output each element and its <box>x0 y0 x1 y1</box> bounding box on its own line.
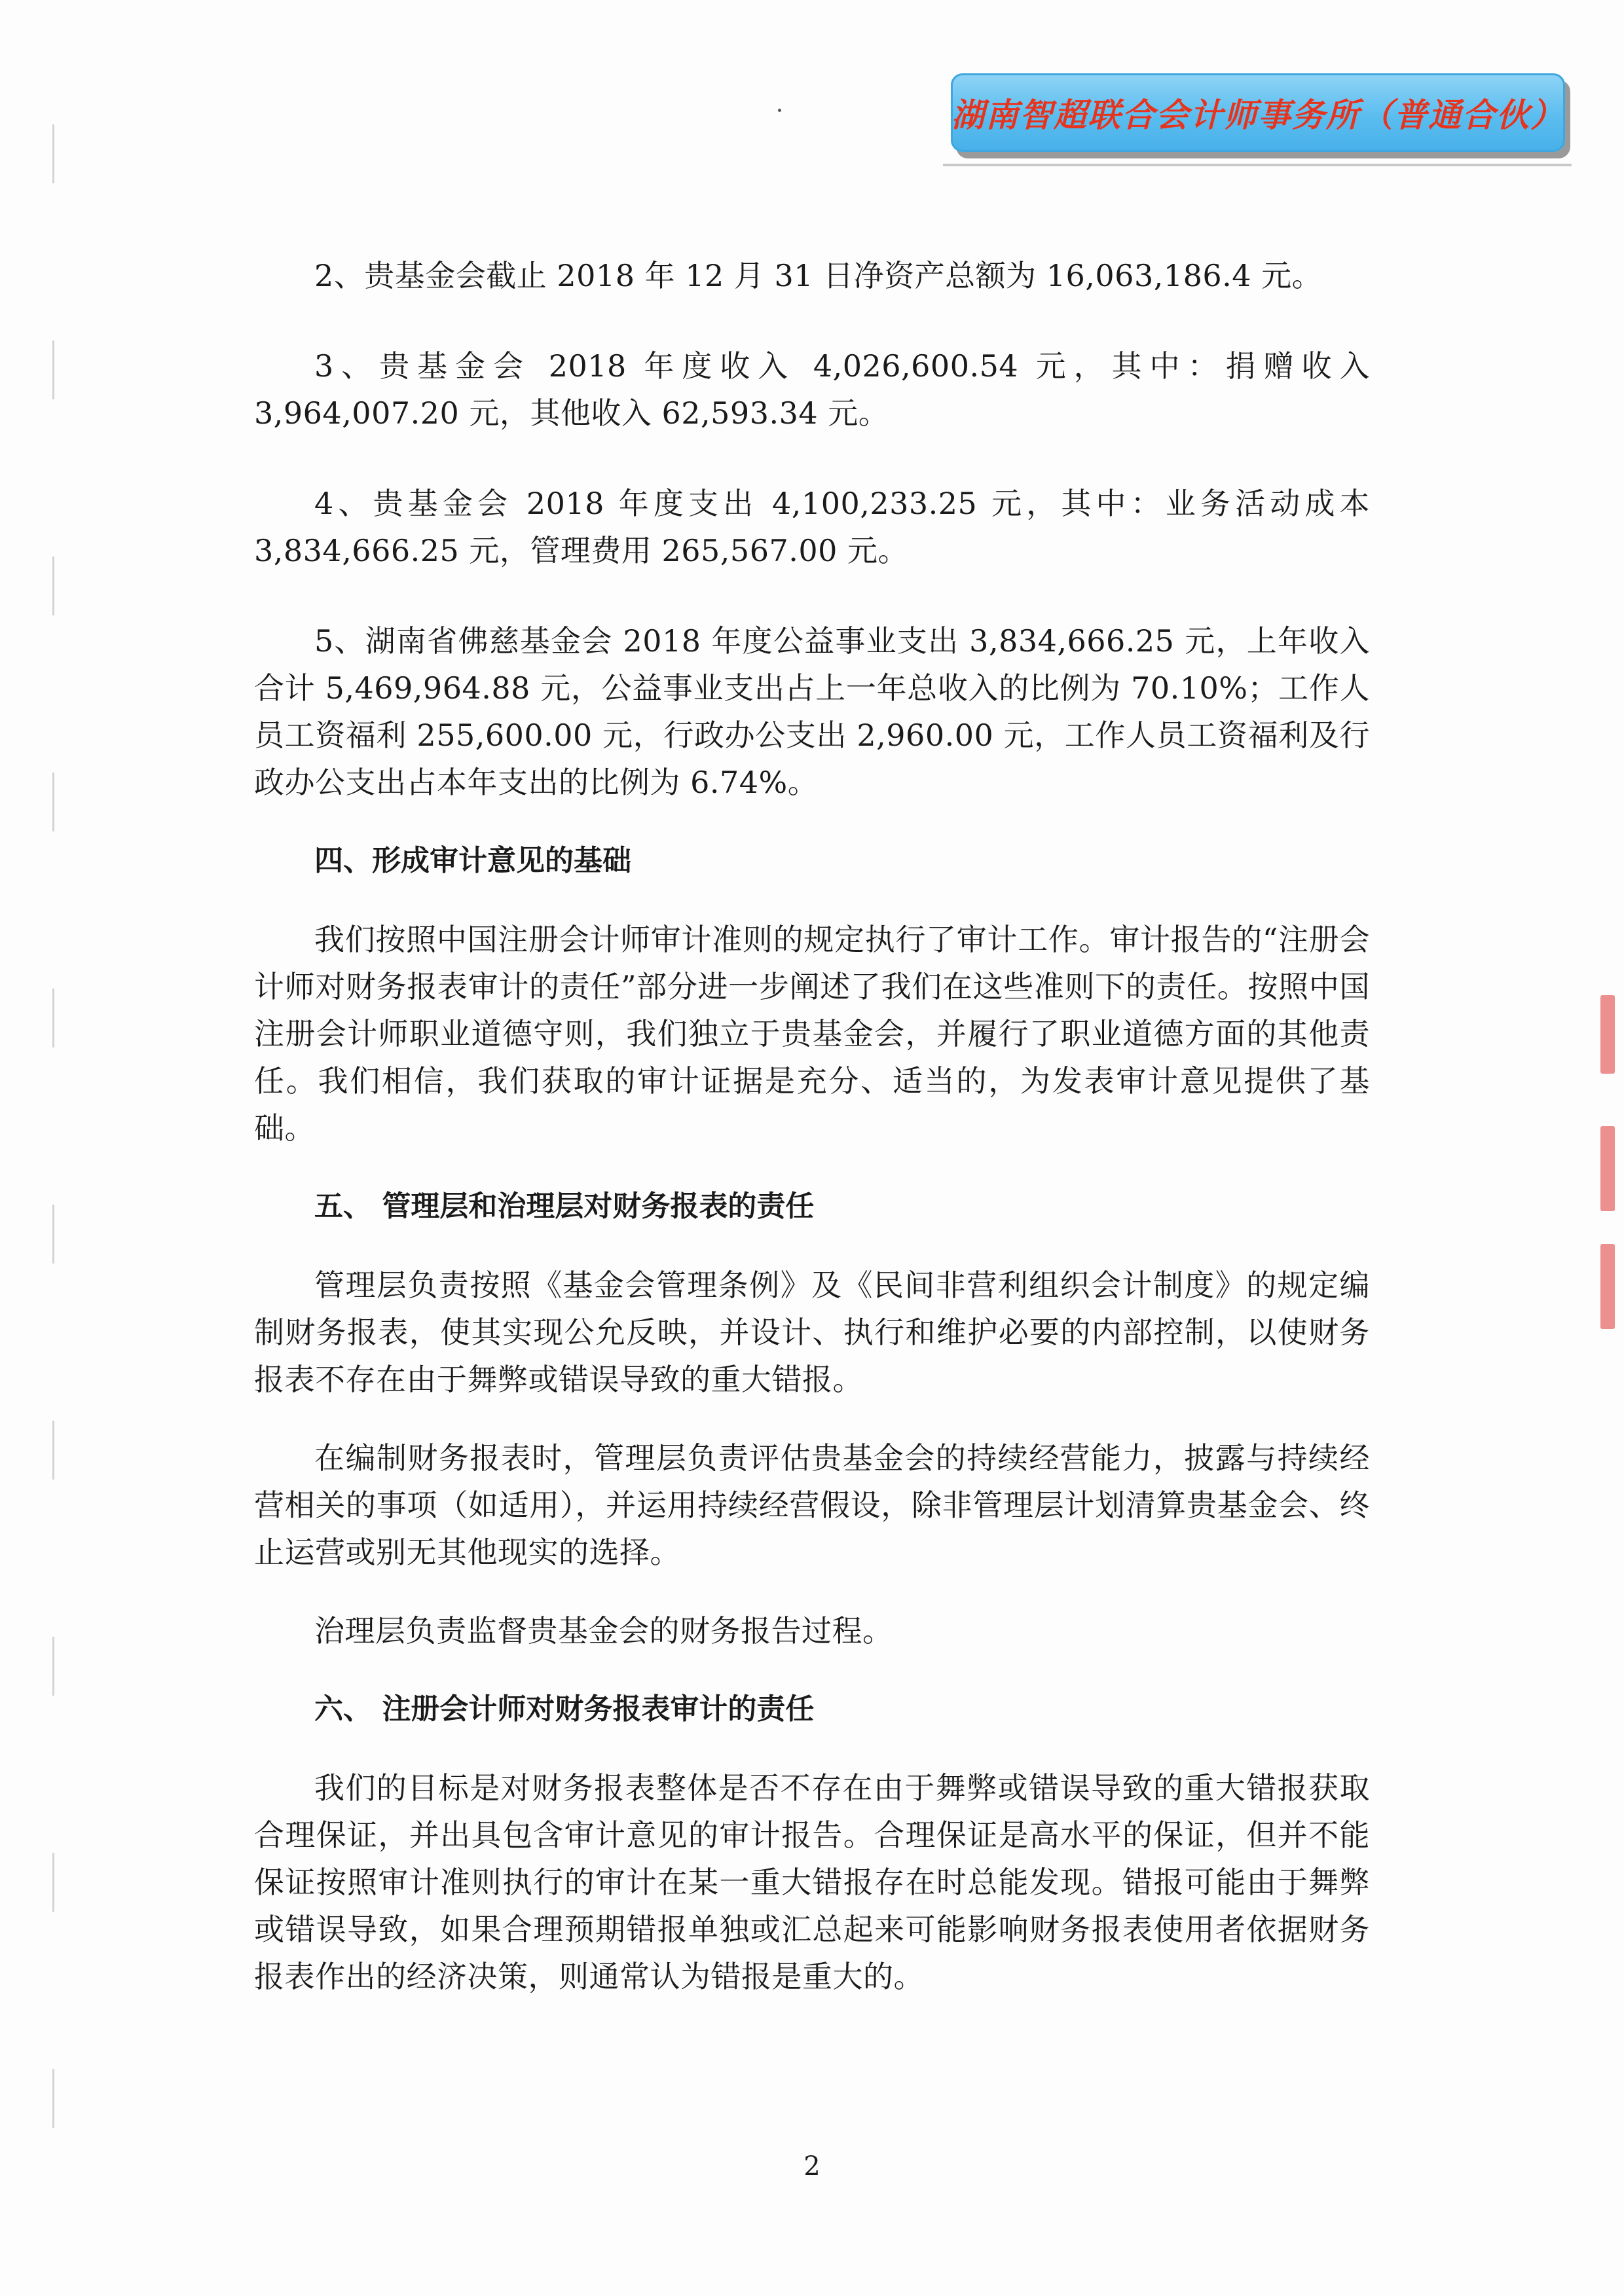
scan-edge-mark <box>52 1637 54 1696</box>
section-heading-auditor-responsibility: 六、 注册会计师对财务报表审计的责任 <box>314 1692 815 1726</box>
scan-edge-mark <box>52 124 54 183</box>
paragraph-auditor-objective: 我们的目标是对财务报表整体是否不存在由于舞弊或错误导致的重大错报获取合理保证，并出具包含审计意见的审计报告。合理保证是高水平的保证，但并不能保证按照审计准则执行的审计在某一重大错报存在时总能发现。错报可能由于舞弊或错误导致，如果合理预期错报单独或汇总起来可能影响财务报表使用者依据财务报表作出的经济决策，则通常认为错报是重大的。 <box>254 1770 1370 1994</box>
scan-edge-mark <box>52 989 54 1048</box>
section-heading-management-responsibility: 五、 管理层和治理层对财务报表的责任 <box>314 1190 815 1223</box>
scan-edge-mark <box>52 1205 54 1264</box>
seal-stamp-edge <box>1589 995 1615 1336</box>
scan-edge-mark <box>52 1421 54 1480</box>
paragraph-basis: 我们按照中国注册会计师审计准则的规定执行了审计工作。审计报告的“注册会计师对财务报表审计的责任”部分进一步阐述了我们在这些准则下的责任。按照中国注册会计师职业道德守则，我们独立于贵基金会，并履行了职业道德方面的其他责任。我们相信，我们获取的审计证据是充分、适当的，为发表审计意见提供了基础。 <box>254 922 1370 1146</box>
paragraph-governance: 治理层负责监督贵基金会的财务报告过程。 <box>314 1613 893 1649</box>
firm-header-badge <box>951 73 1565 152</box>
paragraph-management-1: 管理层负责按照《基金会管理条例》及《民间非营利组织会计制度》的规定编制财务报表，使其实现公允反映，并设计、执行和维护必要的内部控制，以使财务报表不存在由于舞弊或错误导致的重大错报。 <box>254 1267 1370 1397</box>
scan-edge-mark <box>52 1853 54 1912</box>
paragraph-net-assets: 2、贵基金会截止 2018 年 12 月 31 日净资产总额为 16,063,186.4 元。 <box>314 258 1323 293</box>
document-body <box>254 252 1370 2032</box>
scan-edge-mark <box>52 2069 54 2128</box>
scan-edge-mark <box>52 556 54 615</box>
paragraph-management-2: 在编制财务报表时，管理层负责评估贵基金会的持续经营能力，披露与持续经营相关的事项（如适用），并运用持续经营假设，除非管理层计划清算贵基金会、终止运营或别无其他现实的选择。 <box>254 1440 1370 1570</box>
scan-dust <box>778 109 781 112</box>
paragraph-public-welfare: 5、湖南省佛慈基金会 2018 年度公益事业支出 3,834,666.25 元，上年收入合计 5,469,964.88 元，公益事业支出占上一年总收入的比例为 70.10%；工作人员工资福利 255,600.00 元，行政办公支出 2,960.00 元，工作人员工资福利及行政办公支出占本年支出的比例为 6.74%。 <box>254 623 1370 800</box>
paragraph-expenditure: 4、贵基金会 2018 年度支出 4,100,233.25 元，其中：业务活动成本 3,834,666.25 元，管理费用 265,567.00 元。 <box>254 486 1370 568</box>
header-divider <box>943 164 1572 166</box>
scan-edge-mark <box>52 773 54 831</box>
section-heading-basis: 四、形成审计意见的基础 <box>314 844 631 877</box>
page-number: 2 <box>803 2151 821 2181</box>
scan-edge-mark <box>52 340 54 399</box>
paragraph-income: 3、贵基金会 2018 年度收入 4,026,600.54 元，其中：捐赠收入 3,964,007.20 元，其他收入 62,593.34 元。 <box>254 348 1370 431</box>
firm-name: 湖南智超联合会计师事务所（普通合伙） <box>951 96 1564 134</box>
